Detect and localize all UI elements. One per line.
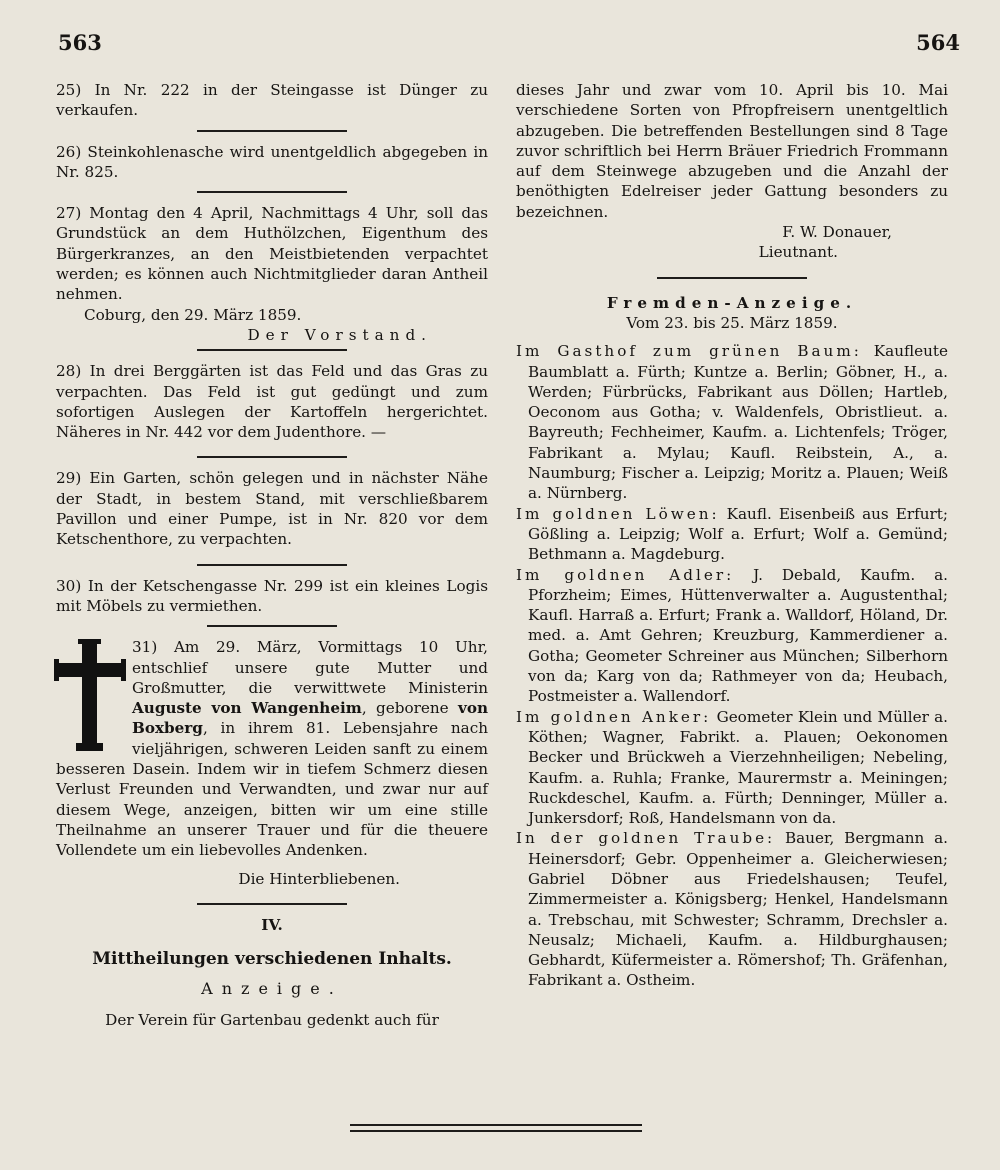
hotel-guests: J. Debald, Kaufm. a. Pforzheim; Eimes, Hüttenverwalter a. Augustenthal; Kaufl. Harraß a. Erfurt; Frank a. Walldorf, Höland, Dr. med. a. Amt Gehren; Kreuzburg, Kammerdiener a. Gotha; Geometer Schreiner aus München; Silberhorn von da; Karg von da; Rathmeyer von da; Heubach, Postmeister a. Wallendorf. [528, 565, 949, 706]
obituary-name: Auguste von Wangenheim [132, 699, 362, 718]
divider [197, 903, 347, 905]
fremden-anzeige-date: Vom 23. bis 25. März 1859. [626, 313, 838, 332]
section-number: IV. [261, 915, 283, 934]
hotel-entry [516, 341, 948, 503]
hotel-guests: Kaufl. Eisenbeiß aus Erfurt; Gößling a. Leipzig; Wolf a. Erfurt; Wolf a. Gemünd; Bethmann a. Magdeburg. [528, 504, 949, 564]
notice-25: 25) In Nr. 222 in der Steingasse ist Dünger zu verkaufen. [56, 81, 488, 120]
obituary-31 [56, 637, 488, 889]
divider [197, 564, 347, 566]
divider [197, 130, 347, 132]
divider [197, 349, 347, 351]
notice-27: 27) Montag den 4 April, Nachmittags 4 Uhr, soll das Grundstück an dem Huthölzchen, Eigenthum des Bürgerkranzes, an den Meistbietenden verpachtet werden; es können auch Nichtmitglieder daran Antheil nehmen. [56, 204, 488, 304]
obituary-signature: Die Hinterbliebenen. [238, 869, 400, 888]
divider [207, 625, 337, 627]
hotel-guests: Bauer, Bergmann a. Heinersdorf; Gebr. Oppenheimer a. Gleicherwiesen; Gabriel Döbner aus Friedelshausen; Teufel, Zimmermeister a. Königsberg; Henkel, Handelsmann a. Trebschau, mit Schwester; Schramm, Drechsler a. Neusalz; Michaeli, Kaufm. a. Hildburghausen; Gebhardt, Küfermeister a. Römershof; Th. Gräfenhan, Fabrikant a. Ostheim. [528, 829, 948, 990]
divider [657, 277, 807, 279]
divider [197, 456, 347, 458]
hotel-entry [516, 565, 948, 707]
anzeige-heading: Anzeige. [201, 979, 343, 999]
hotel-name: Im goldnen Anker: [516, 707, 712, 726]
divider [197, 191, 347, 193]
hotel-name: Im goldnen Löwen: [516, 504, 720, 523]
hotel-list [516, 341, 948, 991]
notice-30: 30) In der Ketschengasse Nr. 299 ist ein kleines Logis mit Möbels zu vermiethen. [56, 576, 488, 615]
hotel-name: In der goldnen Traube: [516, 829, 776, 848]
anzeige-signature-name: F. W. Donauer, [782, 223, 892, 242]
hotel-entry [516, 504, 948, 565]
page-number-left: 563 [58, 30, 102, 55]
notice-29: 29) Ein Garten, schön gelegen und in nächster Nähe der Stadt, in bestem Stand, mit verschließbarem Pavillon und einer Pumpe, ist in Nr. 820 vor dem Ketschenthore, zu verpachten. [56, 469, 488, 549]
obituary-text-a: 31) Am 29. März, Vormittags 10 Uhr, entschlief unsere gute Mutter und Großmutter, die verwittwete Ministerin [132, 638, 488, 697]
obituary-text-b: , geborene [361, 699, 459, 718]
anzeige-signature-rank: Lieutnant. [758, 243, 838, 262]
notice-26: 26) Steinkohlenasche wird unentgeldlich abgegeben in Nr. 825. [56, 142, 488, 181]
anzeige-text-start: Der Verein für Gartenbau gedenkt auch für [105, 1010, 439, 1029]
right-column [516, 80, 948, 991]
cross-icon [54, 639, 126, 753]
obituary-maiden-name: von Boxberg [132, 699, 489, 738]
notice-27-place-date: Coburg, den 29. März 1859. [84, 305, 302, 324]
left-column [56, 80, 488, 1030]
hotel-guests: Geometer Klein und Müller a. Köthen; Wagner, Fabrikt. a. Plauen; Oekonomen Becker und Brückweh a Vierzehnheiligen; Nebeling, Kaufm. a. Ruhla; Franke, Maurermstr a. Meiningen; Ruckdeschel, Kaufm. a. Fürth; Denninger, Müller a. Junkersdorf; Roß, Handelsmann von da. [528, 707, 948, 828]
hotel-guests: Kaufleute Baumblatt a. Fürth; Kuntze a. Berlin; Göbner, H., a. Werden; Fürbrücks, Fabrikant aus Döllen; Hartleb, Oeconom aus Gotha; v. Waldenfels, Obristlieut. a. Bayreuth; Fechheimer, Kaufm. a. Lichtenfels; Tröger, Fabrikant a. Mylau; Kaufl. Reibstein, A., a. Naumburg; Fischer a. Leipzig; Moritz a. Plauen; Weiß a. Nürnberg. [528, 342, 948, 503]
hotel-entry [516, 828, 948, 990]
page-end-double-rule [350, 1124, 642, 1136]
fremden-anzeige-title: Fremden-Anzeige. [606, 293, 858, 312]
hotel-name: Im goldnen Adler: [516, 565, 735, 584]
obituary-text-c: , in ihrem 81. Lebensjahre nach vieljährigen, schweren Leiden sanft zu einem besseren Dasein. Indem wir in tiefem Schmerz diesen Verlust Freunden und Verwandten, und zwar nur auf diesem Wege, anzeigen, bitten wir um eine stille Theilnahme an unserer Trauer und für die theuere Vollendete um ein liebevolles Andenken. [56, 719, 488, 860]
page-number-right: 564 [916, 30, 960, 55]
section-title: Mittheilungen verschiedenen Inhalts. [92, 949, 452, 970]
notice-28: 28) In drei Berggärten ist das Feld und das Gras zu verpachten. Das Feld ist gut gedüngt und zum sofortigen Auslegen der Kartoffeln hergerichtet. Näheres in Nr. 442 vor dem Judenthore. — [56, 362, 488, 442]
hotel-name: Im Gasthof zum grünen Baum: [516, 342, 862, 361]
hotel-entry [516, 707, 948, 829]
notice-27-signature: Der Vorstand. [247, 325, 432, 344]
anzeige-text-continued: dieses Jahr und zwar vom 10. April bis 10. Mai verschiedene Sorten von Pfropfreisern unentgeltlich abzugeben. Die betreffenden Bestellungen sind 8 Tage zuvor schriftlich bei Herrn Bräuer Friedrich Frommann auf dem Steinwege abzugeben und die Anzahl der benöthigten Edelreiser jeder Gattung besonders zu bezeichnen. [516, 81, 948, 221]
